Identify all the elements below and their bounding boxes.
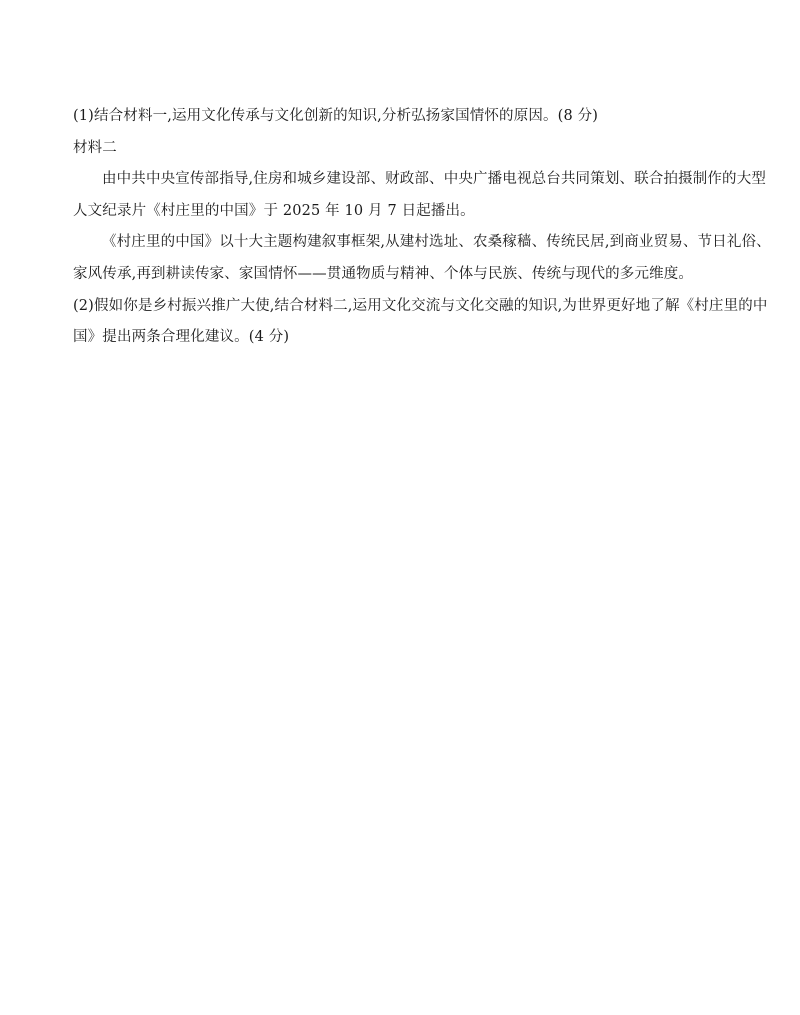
question-1-text: (1)结合材料一,运用文化传承与文化创新的知识,分析弘扬家国情怀的原因。(8 分)	[73, 108, 599, 124]
question-2-text-line-1: (2)假如你是乡村振兴推广大使,结合材料二,运用文化交流与文化交融的知识,为世界更好地了解《村庄里的中	[73, 297, 768, 314]
question-2-text-line-2: 国》提出两条合理化建议。(4 分)	[73, 329, 290, 346]
material-2-paragraph-1-line-1: 由中共中央宣传部指导,住房和城乡建设部、财政部、中央广播电视总台共同策划、联合拍摄制作的大型	[102, 171, 767, 188]
material-2-paragraph-2-line-1: 《村庄里的中国》以十大主题构建叙事框架,从建村选址、农桑稼穑、传统民居,到商业贸易、节日礼俗、	[102, 234, 771, 251]
material-2-paragraph-1-line-2: 人文纪录片《村庄里的中国》于 2025 年 10 月 7 日起播出。	[73, 202, 475, 219]
material-2-paragraph-2-line-2: 家风传承,再到耕读传家、家国情怀——贯通物质与精神、个体与民族、传统与现代的多元维度。	[73, 265, 694, 282]
material-2-heading: 材料二	[73, 139, 117, 156]
question-content	[73, 101, 771, 354]
